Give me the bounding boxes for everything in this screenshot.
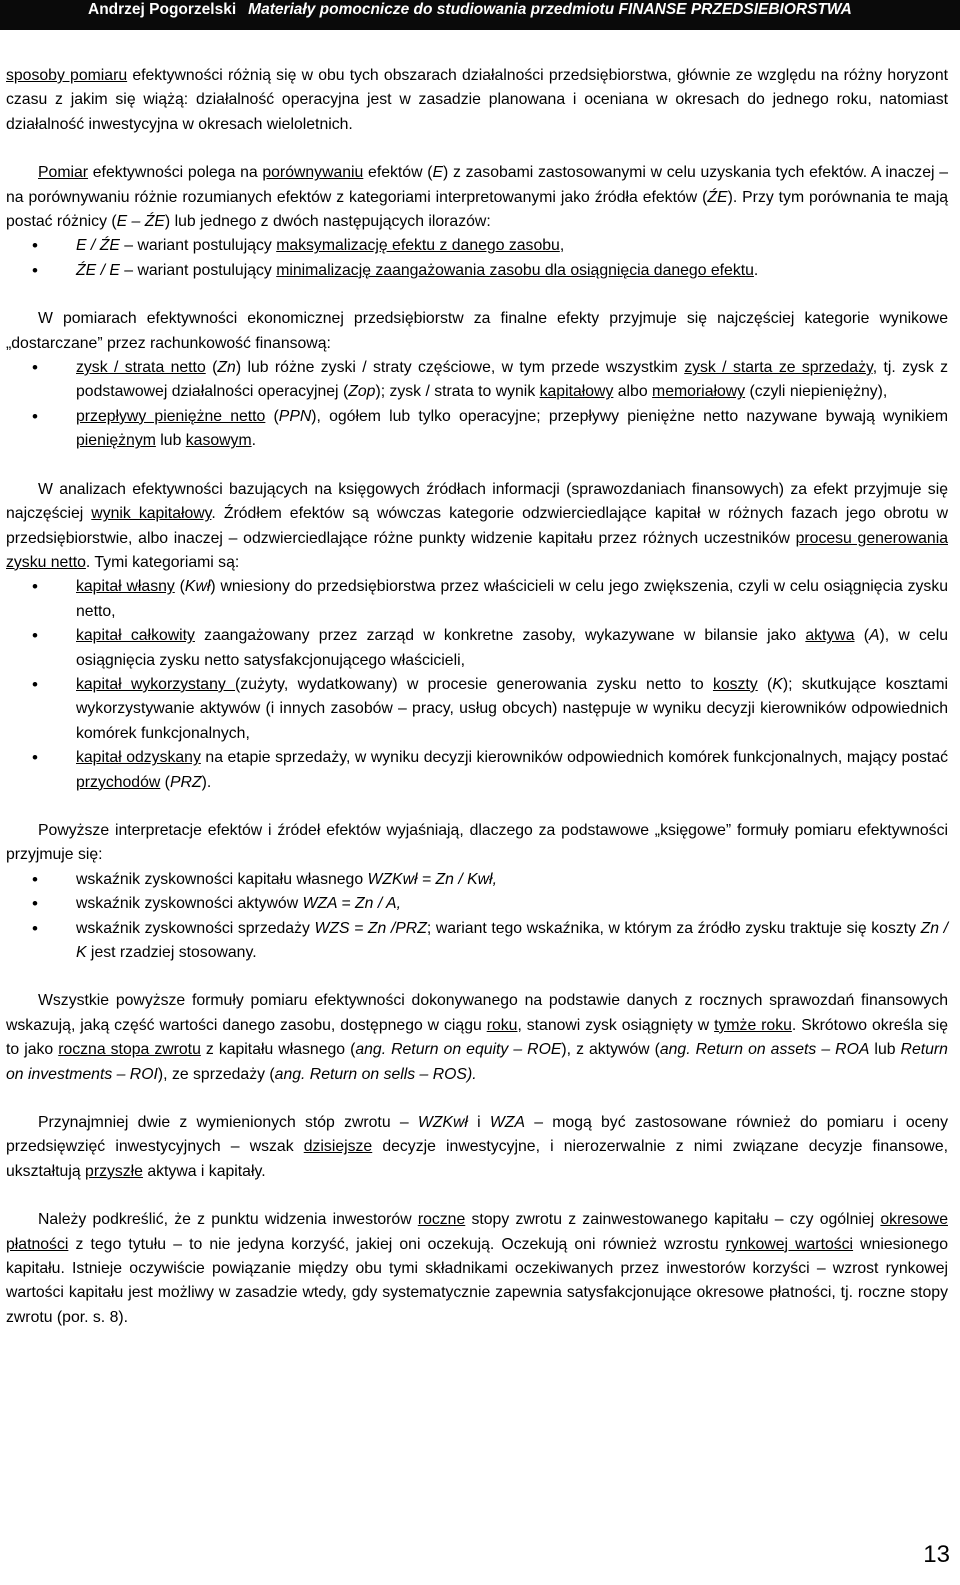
text: ; wariant tego wskaźnika, w którym za źródło zysku traktuje się koszty xyxy=(426,919,921,937)
text: lub xyxy=(869,1041,901,1059)
symbol: PPN xyxy=(278,407,312,425)
underlined-term: minimalizację zaangażowania zasobu dla osiągnięcia danego efektu xyxy=(276,261,754,279)
paragraph-2 xyxy=(6,161,948,234)
paragraph-1 xyxy=(6,64,948,137)
term: ang. Return on sells – ROS). xyxy=(274,1065,477,1083)
symbol: WZA xyxy=(489,1114,525,1132)
text: (czyli niepieniężny), xyxy=(745,383,888,401)
text: wniesionego kapitału. Istnieje oczywiście powiązanie między obu tymi składnikami oczekiwanych przez inwestorów korzyści – wzrost rynkowej wartości kapitału jest możliwy w zasadzie wtedy, gdy systematycznie zapewnia satysfakcjonujące okresowe płatności, tj. roczne stopy zwrotu (por. s. 8). xyxy=(6,1235,948,1326)
paragraph-7 xyxy=(6,1111,948,1184)
text: ( xyxy=(265,407,279,425)
result-categories-list xyxy=(6,356,948,454)
symbol: A xyxy=(868,627,880,645)
symbol: Zop xyxy=(348,383,376,401)
underlined-term: okresowe płatności xyxy=(6,1211,948,1253)
underlined-term: roczne xyxy=(417,1211,466,1229)
text: na etapie sprzedaży, w wyniku decyzji kierowników odpowiednich komórek funkcjonalnych, mający postać xyxy=(200,749,949,767)
ratio-variants-list xyxy=(6,234,948,283)
symbol: E – ŹE xyxy=(116,213,165,231)
text: efektywności polega na xyxy=(88,164,263,182)
underlined-term: roku xyxy=(486,1016,518,1034)
text: albo xyxy=(613,383,653,401)
underlined-term: kapitał całkowity xyxy=(76,627,195,645)
text: ) wniesiony do przedsiębiorstwa przez właścicieli w celu jego zwiększenia, czyli w celu osiągnięcia zysku netto, xyxy=(76,578,948,620)
list-item xyxy=(6,673,948,746)
text: (zużyty, wydatkowany) w procesie generowania zysku netto to xyxy=(235,675,713,693)
text: Należy podkreślić, że z punktu widzenia inwestorów xyxy=(38,1211,418,1229)
text: – wariant postulujący xyxy=(119,237,277,255)
underlined-term: przepływy pieniężne netto xyxy=(76,407,266,425)
text: ), ze sprzedaży ( xyxy=(157,1065,275,1083)
text: Powyższe interpretacje efektów i źródeł efektów wyjaśniają, dlaczego za podstawowe „księgowe” formuły pomiaru efektywności przyjmuje się: xyxy=(6,821,948,864)
underlined-term: dzisiejsze xyxy=(303,1138,373,1156)
list-item xyxy=(6,234,948,258)
term: Return on investments – ROI xyxy=(6,1041,948,1083)
symbol: Kwł xyxy=(184,578,211,596)
formula: WZS = Zn /PRZ xyxy=(314,919,427,937)
text: ). Przy tym porównania te mają postać różnicy ( xyxy=(6,188,949,231)
text: , xyxy=(559,237,565,255)
text: ( xyxy=(205,359,218,377)
page-number: 13 xyxy=(923,1541,950,1568)
underlined-term: zysk / starta ze sprzedaży xyxy=(684,359,873,377)
text: . Skrótowo określa się to jako xyxy=(6,1016,948,1059)
list-item xyxy=(6,259,948,283)
text: decyzje inwestycyjne, i nierozerwalnie z nimi związane decyzje finansowe, ukształtują xyxy=(6,1138,948,1180)
underlined-term: kapitał własny xyxy=(76,578,175,596)
underlined-term: kapitał wykorzystany xyxy=(76,675,236,693)
symbol: K xyxy=(772,675,783,693)
underlined-term: aktywa xyxy=(805,627,855,645)
underlined-term: maksymalizację efektu z danego zasobu xyxy=(276,237,560,255)
text: ) z zasobami zastosowanymi w celu uzyskania tych efektów. A inaczej – na porównywaniu różnie rozumianych efektów z kategoriami interpretowanymi jako źródła efektów ( xyxy=(6,164,948,206)
text: wskaźnik zyskowności sprzedaży xyxy=(76,919,315,937)
text: , stanowi zysk osiągnięty w xyxy=(517,1016,715,1034)
list-item xyxy=(6,624,948,673)
formula: Zn / K xyxy=(76,919,948,961)
underlined-term: roczna stopa zwrotu xyxy=(58,1041,201,1059)
text: lub xyxy=(155,432,186,450)
term: ang. Return on equity – ROE xyxy=(355,1041,562,1059)
underlined-term: pieniężnym xyxy=(76,432,156,450)
term: ang. Return on assets – ROA xyxy=(659,1041,870,1059)
text: . Tymi kategoriami są: xyxy=(85,553,240,571)
underlined-term: koszty xyxy=(712,675,758,693)
text: efektywności różnią się w obu tych obszarach działalności przedsiębiorstwa, głównie ze względu na różny horyzont czasu z jakim się wiążą: działalność operacyjna jest w zasadzie planowana i oceniana w okresach do jednego roku, natomiast działalność inwestycyjna w okresach wieloletnich. xyxy=(6,67,948,133)
text: ( xyxy=(174,578,185,596)
text: zaangażowany przez zarząd w konkretne zasoby, wykazywane w bilansie jako xyxy=(194,627,806,645)
text: ). xyxy=(201,773,212,791)
list-item xyxy=(6,917,948,966)
underlined-term: kapitał odzyskany xyxy=(76,749,201,767)
text: W analizach efektywności bazujących na księgowych źródłach informacji (sprawozdaniach finansowych) za efekt przyjmuje się najczęściej xyxy=(6,480,948,523)
underlined-term: kapitałowy xyxy=(539,383,614,401)
formula: ŹE / E xyxy=(76,261,120,279)
text: – mogą być zastosowane również do pomiaru i oceny przedsięwzięć inwestycyjnych – wszak xyxy=(6,1114,948,1156)
text: Wszystkie powyższe formuły pomiaru efektywności dokonywanego na podstawie danych z rocznych sprawozdań finansowych wskazują, jaką część wartości danego zasobu, dostępnego w ciągu xyxy=(6,992,948,1034)
text: . xyxy=(753,261,759,279)
text: wskaźnik zyskowności aktywów xyxy=(76,895,303,913)
underlined-term: przyszłe xyxy=(85,1162,143,1180)
symbol: Zn xyxy=(217,359,236,377)
list-item xyxy=(6,746,948,795)
text: ), z aktywów ( xyxy=(561,1041,660,1059)
text: ) lub jednego z dwóch następujących ilorazów: xyxy=(164,213,491,231)
underlined-term: zysk / strata netto xyxy=(76,359,206,377)
text: stopy zwrotu z zainwestowanego kapitału – czy ogólniej xyxy=(465,1211,881,1229)
text: ( xyxy=(160,773,170,791)
formula: WZKwł = Zn / Kwł, xyxy=(367,870,497,888)
symbol: E xyxy=(432,164,444,182)
text: ), w celu osiągnięcia zysku netto satysfakcjonującego właścicieli, xyxy=(76,627,948,669)
list-item xyxy=(6,575,948,624)
paragraph-8 xyxy=(6,1208,948,1330)
text: aktywa i kapitały. xyxy=(142,1162,266,1180)
paragraph-3 xyxy=(6,307,948,356)
text: . xyxy=(251,432,256,450)
running-header xyxy=(0,0,960,30)
text: jest rzadziej stosowany. xyxy=(86,944,257,961)
text: z tego tytułu – to nie jedyna korzyść, jakiej oni oczekują. Oczekują oni również wzrostu xyxy=(68,1235,726,1253)
text: ), ogółem lub tylko operacyjne; przepływy pieniężne netto nazywane bywają wynikiem xyxy=(311,407,948,425)
document-body xyxy=(6,64,948,1354)
text: Przynajmniej dwie z wymienionych stóp zwrotu – xyxy=(38,1114,418,1132)
text: efektów ( xyxy=(363,164,433,182)
underlined-term: kasowym xyxy=(185,432,252,450)
paragraph-5 xyxy=(6,819,948,868)
text: . Źródłem efektów są wówczas kategorie odzwierciedlające kapitał w różnych fazach jego obrotu w przedsiębiorstwie, albo inaczej – odzwierciedlające różne punkty widzenie kapitału przez różnych uczestników xyxy=(6,505,948,547)
paragraph-6 xyxy=(6,989,948,1087)
underlined-term: Pomiar xyxy=(38,164,89,182)
underlined-term: rynkowej wartości xyxy=(725,1235,854,1253)
text: ); skutkujące kosztami wykorzystywanie aktywów (i innych zasobów – pracy, usług obcych) następuje w wyniku decyzji kierowników odpowiednich komórek funkcjonalnych, xyxy=(76,675,948,742)
underlined-term: sposoby pomiaru xyxy=(6,67,128,84)
text: ) lub różne zyski / straty częściowe, w tym przede wszystkim xyxy=(235,359,685,377)
underlined-term: wynik kapitałowy xyxy=(91,505,212,523)
header-author: Andrzej Pogorzelski xyxy=(88,1,237,18)
formula: E / ŹE xyxy=(76,237,120,255)
text: W pomiarach efektywności ekonomicznej przedsiębiorstw za finalne efekty przyjmuje się najczęściej kategorie wynikowe „dostarczane” przez rachunkowość finansową: xyxy=(6,310,948,352)
text: ( xyxy=(854,627,869,645)
list-item xyxy=(6,868,948,892)
text: wskaźnik zyskowności kapitału własnego xyxy=(76,870,368,888)
underlined-term: procesu generowania zysku netto xyxy=(6,529,948,571)
formulas-list xyxy=(6,868,948,966)
text: ); zysk / strata to wynik xyxy=(375,383,540,401)
formula: WZA = Zn / A, xyxy=(302,895,401,913)
list-item xyxy=(6,892,948,916)
underlined-term: tymże roku xyxy=(714,1016,792,1034)
text: – wariant postulujący xyxy=(119,261,277,279)
symbol: PRZ xyxy=(169,773,202,791)
text: i xyxy=(467,1114,490,1132)
symbol: ŹE xyxy=(707,188,728,206)
symbol: WZKwł xyxy=(417,1114,468,1132)
paragraph-4 xyxy=(6,478,948,576)
text: z kapitału własnego ( xyxy=(200,1041,356,1059)
header-subtitle: Materiały pomocnicze do studiowania przedmiotu FINANSE PRZEDSIEBIORSTWA xyxy=(248,1,852,18)
underlined-term: przychodów xyxy=(76,773,161,791)
text: , tj. zysk z podstawowej działalności operacyjnej ( xyxy=(76,359,948,401)
list-item xyxy=(6,356,948,405)
list-item xyxy=(6,405,948,454)
underlined-term: memoriałowy xyxy=(652,383,746,401)
underlined-term: porównywaniu xyxy=(262,164,364,182)
text: ( xyxy=(757,675,773,693)
capital-categories-list xyxy=(6,575,948,795)
